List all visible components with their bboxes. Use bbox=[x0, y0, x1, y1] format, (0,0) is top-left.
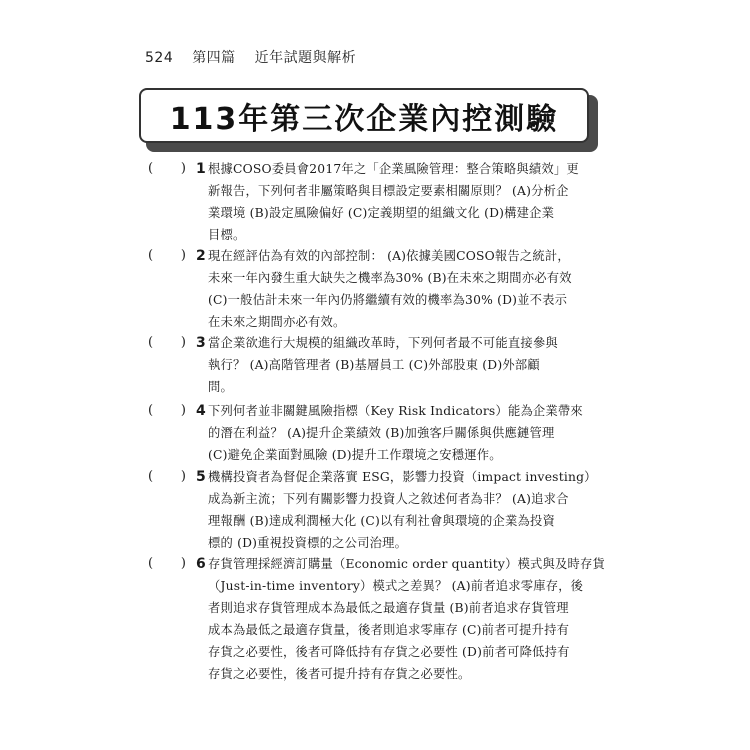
paren-open: ( bbox=[148, 469, 154, 484]
paren-close: ) bbox=[180, 161, 186, 176]
question-line: 存貨之必要性，後者可提升持有存貨之必要性。 bbox=[208, 667, 471, 681]
question-line: 現在經評估為有效的內部控制： (A)依據美國COSO報告之統計， bbox=[208, 249, 570, 263]
question-line: 存貨管理採經濟訂購量（Economic order quantity）模式與及時存貨 bbox=[208, 557, 606, 571]
question-line: (C)避免企業面對風險 (D)提升工作環境之安穩運作。 bbox=[208, 448, 502, 462]
answer-blank bbox=[148, 553, 186, 575]
paren-open: ( bbox=[148, 161, 154, 176]
question-line: 在未來之期間亦必有效。 bbox=[208, 315, 346, 329]
answer-blank bbox=[148, 466, 186, 488]
paren-close: ) bbox=[180, 248, 186, 263]
paren-open: ( bbox=[148, 403, 154, 418]
question-text bbox=[208, 466, 597, 554]
question-line: 機構投資者為督促企業落實 ESG，影響力投資（impact investing） bbox=[208, 470, 597, 484]
paren-open: ( bbox=[148, 556, 154, 571]
question-line: 成為新主流；下列有關影響力投資人之敘述何者為非？ (A)追求合 bbox=[208, 492, 569, 506]
answer-blank bbox=[148, 158, 186, 180]
question-line: (C)一般估計未來一年內仍將繼續有效的機率為30% (D)並不表示 bbox=[208, 293, 568, 307]
paren-open: ( bbox=[148, 335, 154, 350]
question-line: 成本為最低之最適存貨量，後者則追求零庫存 (C)前者可提升持有 bbox=[208, 623, 570, 637]
question-line: 的潛在利益？ (A)提升企業績效 (B)加強客戶關係與供應鏈管理 bbox=[208, 426, 555, 440]
question-line: 業環境 (B)設定風險偏好 (C)定義期望的組織文化 (D)構建企業 bbox=[208, 206, 555, 220]
question-line: 目標。 bbox=[208, 228, 246, 242]
question-number: 2 bbox=[196, 248, 206, 264]
paren-open: ( bbox=[148, 248, 154, 263]
page-title: 113年第三次企業內控測驗 bbox=[169, 101, 559, 137]
paren-close: ) bbox=[180, 403, 186, 418]
question-text bbox=[208, 245, 580, 333]
paren-close: ) bbox=[180, 469, 186, 484]
running-head bbox=[145, 47, 370, 67]
question-number: 1 bbox=[196, 161, 206, 177]
answer-blank bbox=[148, 332, 186, 354]
question-number: 6 bbox=[196, 556, 206, 572]
question-text bbox=[208, 158, 580, 246]
question-line: 者則追求存貨管理成本為最低之最適存貨量 (B)前者追求存貨管理 bbox=[208, 601, 569, 615]
question-line: 下列何者並非關鍵風險指標（Key Risk Indicators）能為企業帶來 bbox=[208, 404, 583, 418]
question-line: 問。 bbox=[208, 380, 233, 394]
question-line: 標的 (D)重視投資標的之公司治理。 bbox=[208, 536, 408, 550]
question-line: 根據COSO委員會2017年之「企業風險管理：整合策略與績效」更 bbox=[208, 162, 579, 176]
question-line: 新報告，下列何者非屬策略與目標設定要素相關原則？ (A)分析企 bbox=[208, 184, 569, 198]
answer-blank bbox=[148, 400, 186, 422]
question-line: 理報酬 (B)達成利潤極大化 (C)以有利社會與環境的企業為投資 bbox=[208, 514, 555, 528]
paren-close: ) bbox=[180, 556, 186, 571]
question-text bbox=[208, 400, 583, 466]
question-text bbox=[208, 553, 606, 685]
question-text bbox=[208, 332, 580, 398]
answer-blank bbox=[148, 245, 186, 267]
question-line: 當企業欲進行大規模的組織改革時，下列何者最不可能直接參與 bbox=[208, 336, 558, 350]
question-line: （Just-in-time inventory）模式之差異？ (A)前者追求零庫存，後 bbox=[208, 579, 584, 593]
page-number: 524 bbox=[145, 50, 174, 66]
part-label: 第四篇 bbox=[192, 50, 236, 66]
question-number: 3 bbox=[196, 335, 206, 351]
question-line: 執行？ (A)高階管理者 (B)基層員工 (C)外部股東 (D)外部顧 bbox=[208, 358, 540, 372]
question-line: 未來一年內發生重大缺失之機率為30% (B)在未來之期間亦必有效 bbox=[208, 271, 572, 285]
question-number: 4 bbox=[196, 403, 206, 419]
paren-close: ) bbox=[180, 335, 186, 350]
section-label: 近年試題與解析 bbox=[254, 50, 357, 66]
question-number: 5 bbox=[196, 469, 206, 485]
question-line: 存貨之必要性，後者可降低持有存貨之必要性 (D)前者可降低持有 bbox=[208, 645, 570, 659]
title-banner bbox=[139, 88, 589, 143]
